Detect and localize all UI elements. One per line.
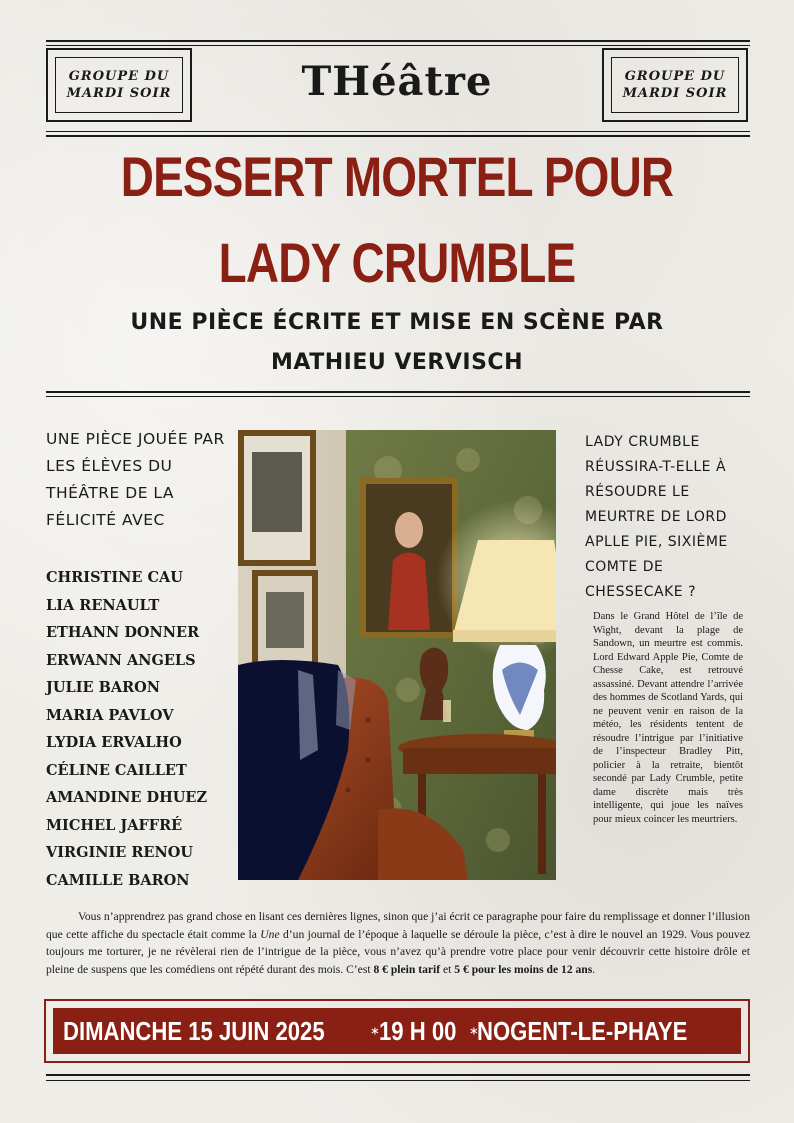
header-bottom-rule-thin bbox=[46, 131, 750, 132]
section-rule-thin bbox=[46, 396, 750, 397]
teaser-question: LADY CRUMBLE RÉUSSIRA-T-ELLE À RÉSOUDRE LE MEURTRE DE LORD APLLE PIE, SIXIÈME COMTE DE CHESSECAKE ? bbox=[585, 434, 728, 600]
section-rule bbox=[46, 391, 750, 393]
paragraph-text: d’un journal de l’époque à laquelle se déroule la pièce, c’est à dire le nouvel an 1929. Vous pouvez toujours me torturer, je ne révèlerai rien de l’intrigue de la pièce, vous n’avez qu’à prendre votre place pour venir découvrir cette histoire drôle et pleine de suspens que les comédiens ont répété durant des mois. C’est bbox=[46, 927, 750, 976]
event-banner-inner bbox=[53, 1008, 741, 1054]
cast-member: CÉLINE CAILLET bbox=[46, 761, 187, 779]
paragraph-text: . bbox=[592, 962, 596, 976]
cast-member: CAMILLE BARON bbox=[46, 871, 190, 889]
price-full: 8 € plein tarif bbox=[373, 962, 441, 976]
cast-member: CHRISTINE CAU bbox=[46, 569, 183, 586]
group-badge-right-label: GROUPE DU MARDI SOIR bbox=[611, 57, 739, 113]
cast-member: ETHANN DONNER bbox=[46, 624, 200, 641]
header-bottom-rule bbox=[46, 135, 750, 137]
event-date: DIMANCHE 15 JUIN 2025 bbox=[63, 1015, 325, 1046]
subtitle-author: MATHIEU VERVISCH bbox=[271, 350, 523, 375]
closing-paragraph bbox=[46, 908, 750, 978]
cast-member: ERWANN ANGELS bbox=[46, 651, 196, 669]
cast-member: LIA RENAULT bbox=[46, 596, 160, 614]
masthead-brand: THéâtre bbox=[301, 58, 493, 105]
cast-member: LYDIA ERVALHO bbox=[46, 734, 182, 751]
cast-member: MICHEL JAFFRÉ bbox=[46, 816, 183, 834]
event-banner bbox=[44, 999, 750, 1063]
footer-rule bbox=[46, 1074, 750, 1076]
scene-photo bbox=[238, 430, 556, 880]
play-title-line1: DESSERT MORTEL POUR bbox=[120, 145, 674, 208]
footer-rule-thin bbox=[46, 1080, 750, 1081]
asterisk-icon bbox=[371, 1017, 379, 1045]
intro-text: UNE PIÈCE JOUÉE PAR LES ÉLÈVES DU THÉÂTRE DE LA FÉLICITÉ AVEC bbox=[46, 430, 225, 529]
event-time: 19 H 00 bbox=[378, 1015, 456, 1046]
cast-list bbox=[46, 564, 246, 894]
group-badge-left-label: GROUPE DU MARDI SOIR bbox=[55, 57, 183, 113]
cast-member: AMANDINE DHUEZ bbox=[46, 789, 208, 806]
header-top-rule-thin bbox=[46, 45, 750, 46]
cast-member: VIRGINIE RENOU bbox=[46, 844, 194, 861]
subtitle-line1: UNE PIÈCE ÉCRITE ET MISE EN SCÈNE PAR bbox=[130, 310, 664, 335]
play-title-line2: LADY CRUMBLE bbox=[218, 231, 576, 294]
header-top-rule bbox=[46, 40, 750, 42]
synopsis-text: Dans le Grand Hôtel de l’île de Wight, devant la plage de Sandown, un meurtre est commis. Lord Edward Apple Pie, Comte de Chesse Cake, est retrouvé assassiné. Devant attendre l’arrivée des hommes de Scotland Yards, qui ne peuvent venir en raison de la météo, les résidents tentent de résoudre l’intrigue par l’initiative de l’inspecteur Bradley Pitt, policier à la retraite, bientôt secondé par Lady Crumble, petite dame discrète mais très intelligente, qui joue les naïves pour mieux coincer les meurtriers. bbox=[593, 611, 743, 825]
paragraph-text: Vous n’apprendrez pas grand chose en lisant ces dernières lignes, sinon que j’ai écrit ce paragraphe pour faire du remplissage et donner l’illusion que cette affiche du spectacle était comme la bbox=[46, 910, 750, 941]
cast-member: MARIA PAVLOV bbox=[46, 706, 174, 724]
paragraph-text: et bbox=[440, 962, 455, 976]
paragraph-emphasis: Une bbox=[260, 927, 280, 941]
event-place: NOGENT-LE-PHAYE bbox=[477, 1015, 688, 1046]
cast-member: JULIE BARON bbox=[46, 679, 161, 696]
price-reduced: 5 € pour les moins de 12 ans bbox=[454, 962, 593, 976]
